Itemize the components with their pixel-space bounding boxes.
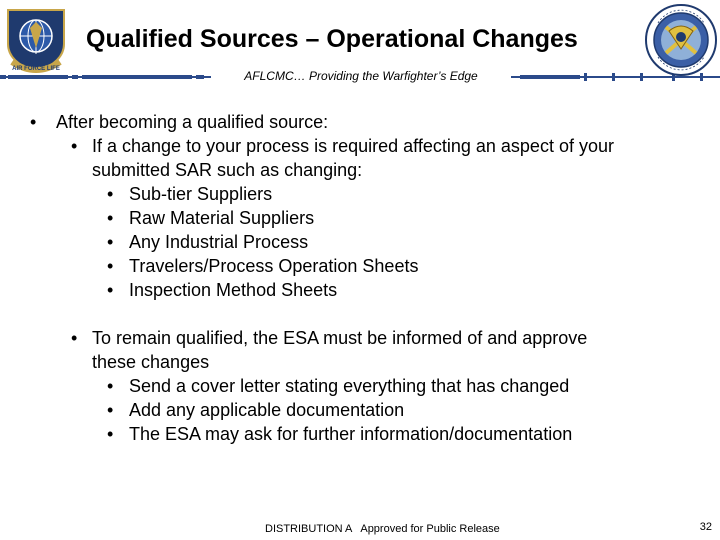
list-item-text: To remain qualified, the ESA must be informed of and approve [92,328,588,348]
distribution-statement: DISTRIBUTION A Approved for Public Release [265,523,500,535]
dla-seal-icon [644,3,718,77]
bullet-icon: • [107,184,114,204]
bullet-icon: • [107,280,114,300]
bullet-icon: • [71,136,78,156]
tagline: AFLCMC… Providing the Warfighter’s Edge [211,69,511,83]
list-item-text: Send a cover letter stating everything that has changed [129,376,570,396]
list-item-text: Inspection Method Sheets [129,280,338,300]
page-number: 32 [699,521,712,533]
page-title: Qualified Sources – Operational Changes [86,25,578,53]
bullet-icon: • [107,232,114,252]
list-item-continuation: these changes [92,352,210,372]
list-item-text: Travelers/Process Operation Sheets [129,256,419,276]
bullet-icon: • [30,112,37,132]
air-force-seal-icon [2,4,70,76]
list-item-text: Add any applicable documentation [129,400,405,420]
bullet-icon: • [107,376,114,396]
list-item-text: Any Industrial Process [129,232,309,252]
list-item-text: Raw Material Suppliers [129,208,315,228]
bullet-icon: • [71,328,78,348]
bullet-icon: • [107,208,114,228]
bullet-icon: • [107,424,114,444]
list-item-text: If a change to your process is required affecting an aspect of your [92,136,614,156]
list-item-text: After becoming a qualified source: [56,112,329,132]
left-logo-text: AIR FORCE LIFE [12,66,60,72]
bullet-icon: • [107,256,114,276]
bullet-icon: • [107,400,114,420]
list-item-text: The ESA may ask for further information/documentation [129,424,573,444]
list-item-continuation: submitted SAR such as changing: [92,160,363,180]
list-item-text: Sub-tier Suppliers [129,184,273,204]
